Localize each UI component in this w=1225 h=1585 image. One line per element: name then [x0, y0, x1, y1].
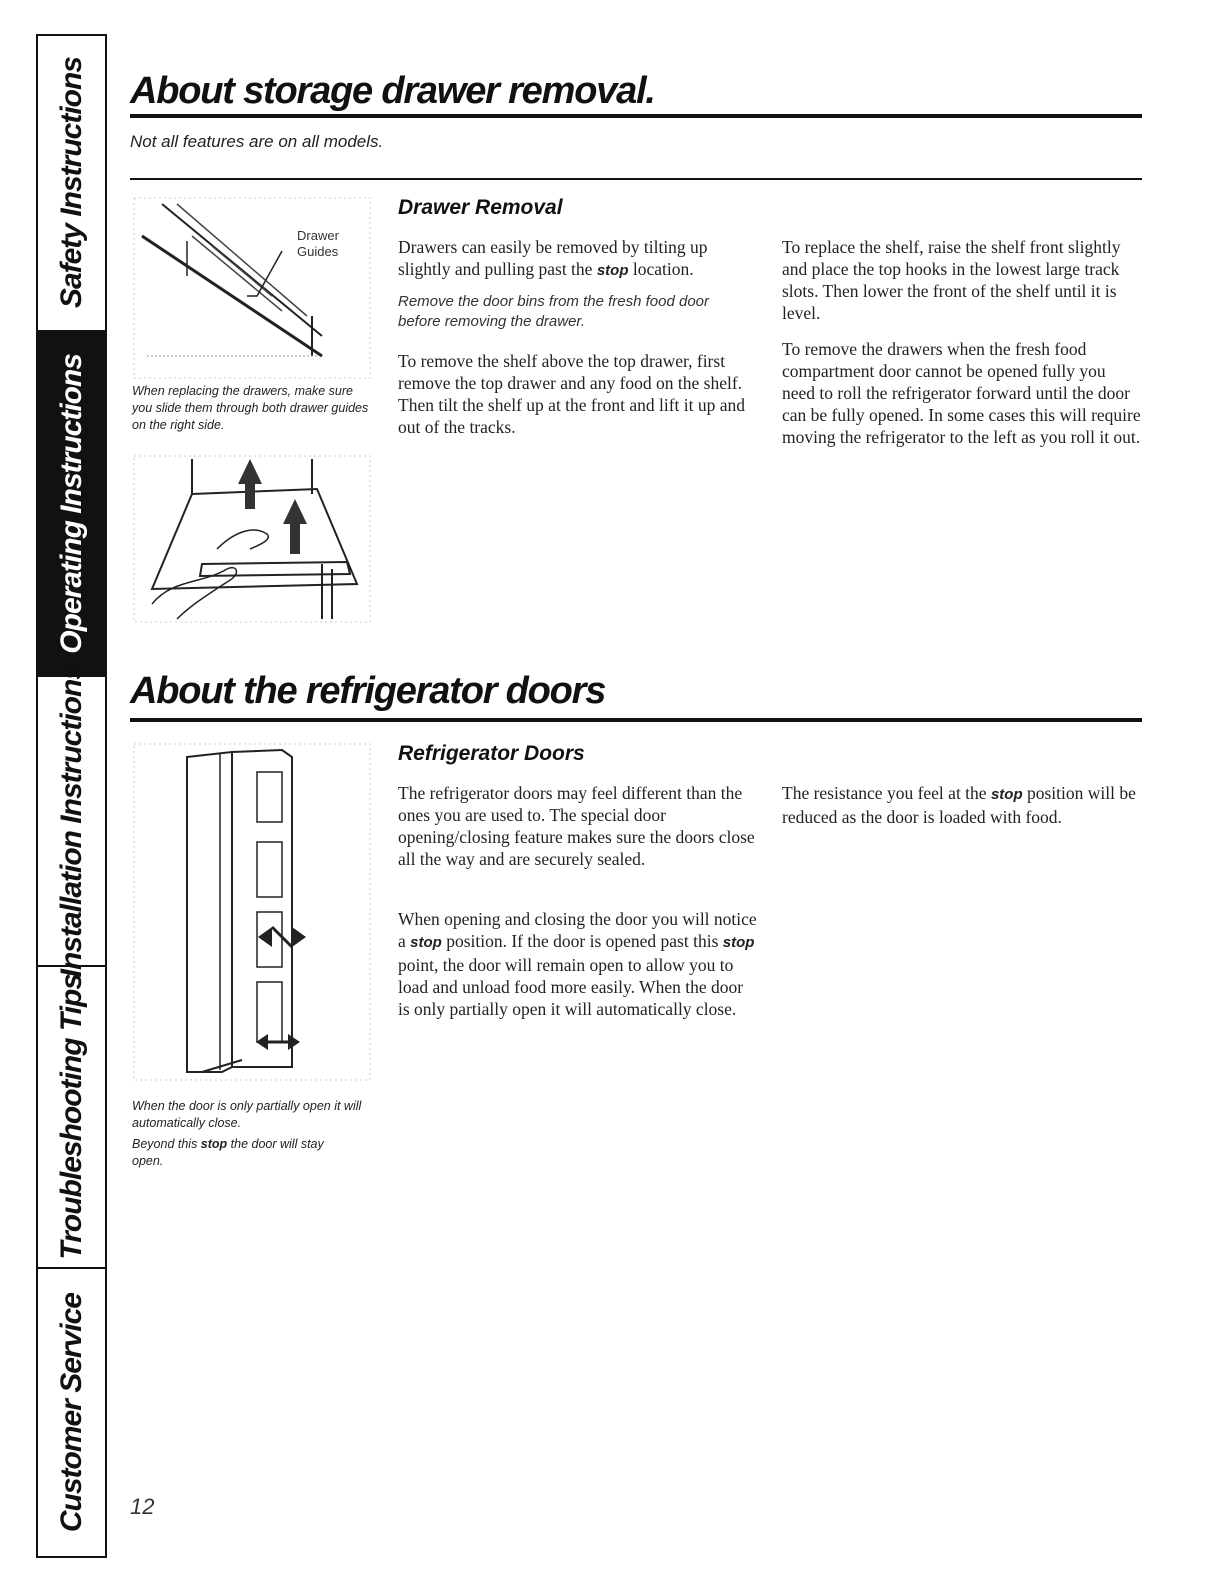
title-rule — [130, 718, 1142, 722]
refrigerator-doors-paragraph-3: The resistance you feel at the stop position will be reduced as the door is loaded with food. — [782, 783, 1136, 827]
title-rule — [130, 114, 1142, 118]
stop-keyword: stop — [410, 934, 442, 951]
page-number: 12 — [130, 1494, 155, 1519]
stop-keyword: stop — [722, 934, 755, 951]
refrigerator-doors-subhead: Refrigerator Doors — [398, 742, 585, 765]
drawer-removal-paragraph-3: To replace the shelf, raise the shelf front slightly and place the top hooks in the lowest large track slots. Then lower the front of the shelf until it is level. — [782, 237, 1121, 323]
drawer-removal-subhead: Drawer Removal — [398, 196, 563, 219]
figure-label-drawer: Drawer — [297, 228, 339, 243]
tab-label: Safety Instructions — [54, 57, 88, 309]
tab-label: Customer Service — [54, 1292, 88, 1533]
section-title-refrigerator-doors: About the refrigerator doors — [130, 670, 606, 712]
stop-keyword: stop — [200, 1137, 228, 1151]
figure-label-guides: Guides — [297, 244, 339, 259]
tab-installation-instructions[interactable] — [38, 664, 105, 978]
drawer-removal-paragraph-2: To remove the shelf above the top drawer, first remove the top drawer and any food on the shelf. Then tilt the shelf up at the front and lift it up and out of the tracks. — [398, 351, 746, 437]
stop-keyword: stop — [990, 786, 1023, 803]
tab-customer-service[interactable] — [38, 1269, 105, 1556]
section-divider — [130, 178, 1142, 180]
drawer-removal-paragraph-4: To remove the drawers when the fresh food compartment door cannot be opened fully you need to roll the refrigerator forward until the door can be fully opened. In some cases this will require moving the refrigerator to the left as you roll it out. — [782, 339, 1141, 447]
sidebar-nav — [36, 34, 107, 1558]
refrigerator-doors-paragraph-2: When opening and closing the door you will notice a stop position. If the door is opened past this stop point, the door will remain open to allow you to load and unload food more easily. When the door is only partially open it will automatically close. — [398, 909, 757, 1019]
drawer-removal-paragraph-1: Drawers can easily be removed by tilting up slightly and pulling past the stop location. — [398, 237, 708, 279]
drawer-guides-caption: When replacing the drawers, make sure you slide them through both drawer guides on the right side. — [132, 384, 369, 432]
door-close-caption: When the door is only partially open it will automatically close. — [132, 1099, 362, 1130]
tab-label: Operating Instructions — [54, 353, 88, 654]
door-open-caption: Beyond this stop the door will stay open. — [132, 1137, 324, 1168]
stop-keyword: stop — [596, 262, 629, 279]
door-bins-note: Remove the door bins from the fresh food door before removing the drawer. — [398, 293, 710, 330]
tab-troubleshooting-tips[interactable] — [38, 967, 105, 1269]
drawer-lift-illustration — [132, 454, 372, 624]
section-title-drawer-removal: About storage drawer removal. — [130, 70, 655, 112]
tab-label: Installation Instructions — [54, 664, 88, 978]
models-note: Not all features are on all models. — [130, 132, 384, 151]
tab-label: Troubleshooting Tips — [54, 974, 88, 1260]
tab-safety-instructions[interactable] — [38, 36, 105, 332]
tab-operating-instructions[interactable] — [38, 332, 105, 677]
refrigerator-doors-paragraph-1: The refrigerator doors may feel different than the ones you are used to. The special door opening/closing feature makes sure the doors close all the way and are securely sealed. — [398, 783, 755, 869]
drawer-guides-illustration — [132, 196, 372, 381]
refrigerator-door-illustration — [132, 742, 372, 1082]
